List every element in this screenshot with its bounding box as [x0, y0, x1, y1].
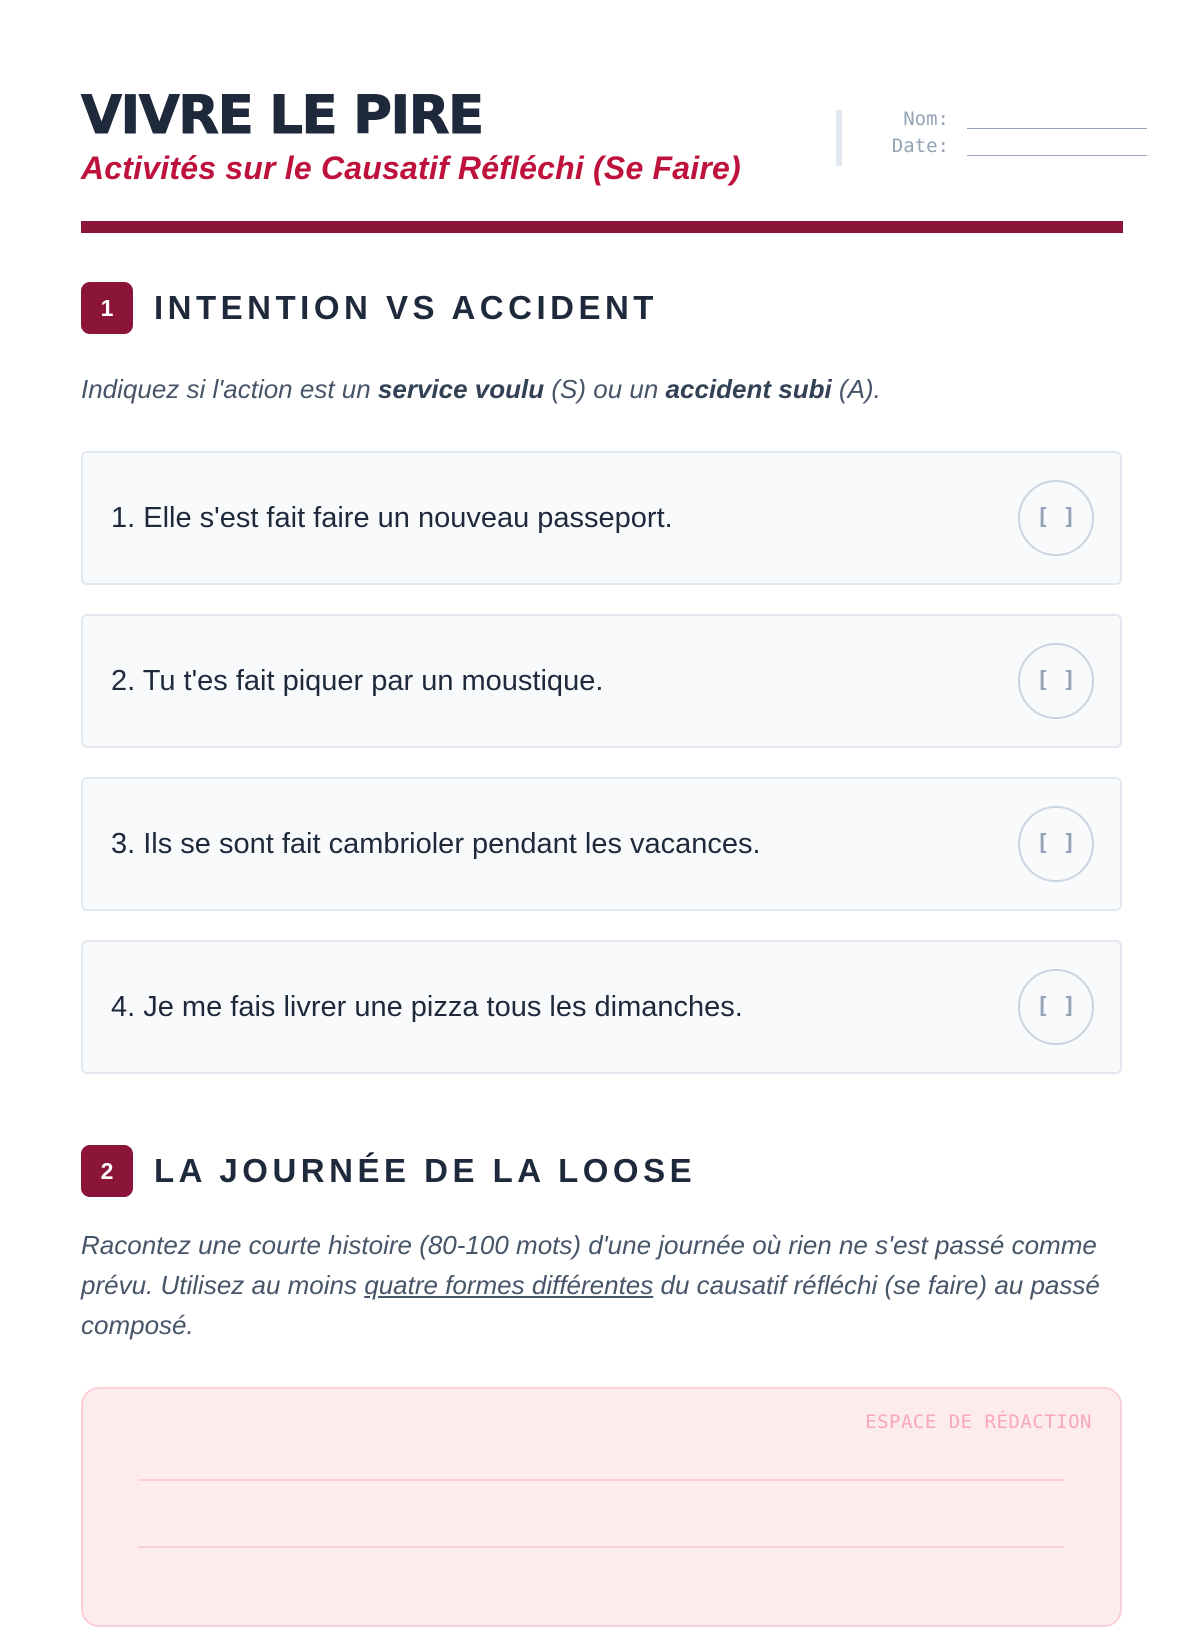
name-field[interactable]: [967, 128, 1147, 129]
instructions-text: (S) ou un: [544, 374, 666, 404]
page-title: VIVRE LE PIRE: [81, 85, 483, 146]
name-date-block: [836, 110, 1126, 166]
exercise-item-text: 2. Tu t'es fait piquer par un moustique.: [111, 665, 604, 697]
exercise-item-text: 1. Elle s'est fait faire un nouveau passeport.: [111, 502, 673, 534]
instructions-emphasis: service voulu: [377, 374, 545, 404]
instructions-text: Racontez une courte histoire (80-100 mots) d'une journée où rien ne s'est passé comme prévu. Utilisez au moins: [81, 1230, 1097, 1300]
section-2-title: LA JOURNÉE DE LA LOOSE: [154, 1152, 697, 1189]
writing-line: [138, 1479, 1064, 1481]
section-1-title: INTENTION VS ACCIDENT: [154, 289, 658, 326]
exercise-item-text: 4. Je me fais livrer une pizza tous les dimanches.: [111, 991, 743, 1023]
exercise-item-text: 3. Ils se sont fait cambrioler pendant les vacances.: [111, 828, 761, 860]
answer-circle[interactable]: [ ]: [1018, 806, 1094, 882]
date-field[interactable]: [967, 155, 1147, 156]
header-divider: [81, 221, 1123, 233]
section-1-number-badge: 1: [81, 282, 133, 334]
exercise-item: [81, 614, 1122, 748]
instructions-text: (A).: [831, 374, 881, 404]
exercise-item: [81, 777, 1122, 911]
section-2-number-badge: 2: [81, 1145, 133, 1197]
page-subtitle: Activités sur le Causatif Réfléchi (Se Faire): [81, 150, 741, 186]
instructions-underlined: quatre formes différentes: [364, 1270, 654, 1300]
instructions-emphasis: accident subi: [665, 374, 832, 404]
writing-area-label: ESPACE DE RÉDACTION: [865, 1411, 1092, 1433]
section-1-instructions: [81, 369, 1121, 409]
name-label: Nom:: [903, 108, 949, 130]
exercise-item: [81, 451, 1122, 585]
writing-line: [138, 1546, 1064, 1548]
instructions-text: Indiquez si l'action est un: [81, 374, 378, 404]
header: [81, 86, 1120, 236]
date-label: Date:: [891, 135, 949, 157]
instructions-text: du causatif réfléchi (se faire) au passé composé.: [81, 1270, 1100, 1340]
writing-area[interactable]: [81, 1387, 1122, 1627]
answer-circle[interactable]: [ ]: [1018, 969, 1094, 1045]
answer-circle[interactable]: [ ]: [1018, 480, 1094, 556]
section-2-instructions: [81, 1225, 1121, 1345]
answer-circle[interactable]: [ ]: [1018, 643, 1094, 719]
exercise-item: [81, 940, 1122, 1074]
